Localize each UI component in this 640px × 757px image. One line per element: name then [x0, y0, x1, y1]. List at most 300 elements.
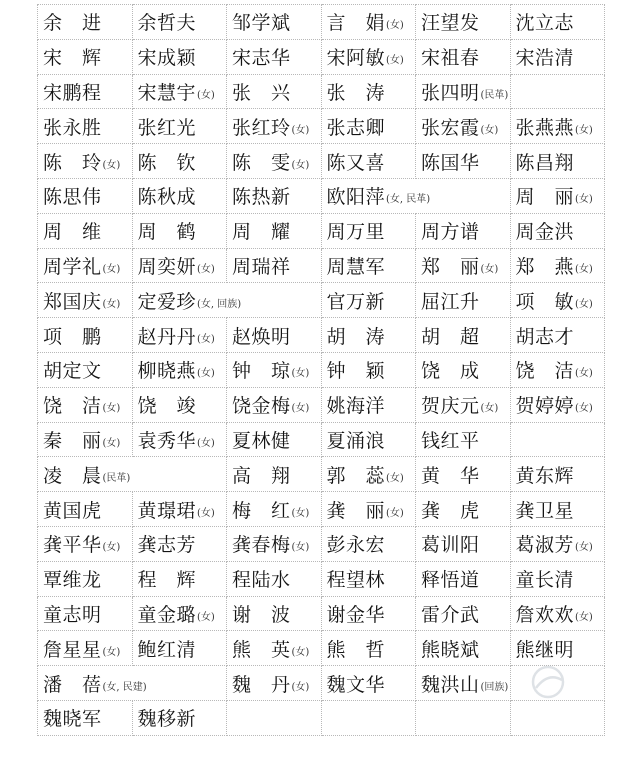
person-note: (女) — [102, 263, 121, 275]
name-cell — [38, 596, 133, 631]
person-name: 言 娟 — [326, 12, 386, 35]
name-cell — [132, 492, 227, 527]
name-cell — [321, 457, 416, 492]
name-cell — [227, 178, 322, 213]
name-cell — [38, 109, 133, 144]
name-cell — [416, 74, 511, 109]
name-cell — [510, 213, 605, 248]
name-cell — [416, 144, 511, 179]
name-cell — [416, 318, 511, 353]
person-name: 魏移新 — [137, 708, 197, 731]
person-name: 谢 波 — [232, 603, 291, 626]
person-name: 梅 红 — [232, 499, 291, 522]
name-cell — [132, 387, 227, 422]
person-name: 张永胜 — [43, 116, 102, 139]
person-name: 葛训阳 — [421, 534, 480, 557]
person-note: (女) — [575, 298, 593, 310]
person-name: 宋鹏程 — [43, 81, 102, 104]
name-cell — [416, 700, 511, 735]
person-name: 周金洪 — [515, 221, 575, 244]
person-name: 詹欢欢 — [515, 603, 575, 626]
person-note: (女) — [291, 403, 310, 415]
person-name: 陈秋成 — [137, 186, 197, 209]
person-note: (女) — [291, 124, 310, 136]
person-name: 宋慧宇 — [137, 81, 197, 104]
person-name: 夏林健 — [232, 429, 291, 452]
person-name: 饶 成 — [421, 360, 480, 383]
name-cell — [132, 318, 227, 353]
name-cell — [227, 5, 322, 40]
person-name: 邹学斌 — [232, 12, 291, 35]
person-note: (女) — [480, 263, 499, 275]
table-row — [38, 109, 605, 144]
table-row — [38, 631, 605, 666]
person-note: (女) — [575, 194, 593, 206]
person-name: 周学礼 — [43, 255, 102, 278]
name-cell — [321, 213, 416, 248]
name-cell — [38, 387, 133, 422]
person-name: 黄东辉 — [515, 464, 575, 487]
name-cell — [321, 318, 416, 353]
table-row — [38, 74, 605, 109]
name-cell — [132, 248, 227, 283]
person-name: 胡 超 — [421, 325, 480, 348]
person-name: 张燕燕 — [515, 116, 575, 139]
name-cell — [38, 561, 133, 596]
person-name: 郭 蕊 — [326, 464, 386, 487]
name-cell — [132, 39, 227, 74]
name-cell — [227, 352, 322, 387]
person-name: 程望林 — [326, 569, 386, 592]
table-row — [38, 492, 605, 527]
person-note: (女) — [197, 437, 215, 449]
person-note: (女) — [386, 507, 404, 519]
name-cell — [227, 457, 322, 492]
name-cell — [510, 422, 605, 457]
person-name: 陈 雯 — [232, 151, 291, 174]
table-row — [38, 5, 605, 40]
name-cell — [132, 700, 227, 735]
name-cell — [510, 283, 605, 318]
person-name: 陈又喜 — [326, 151, 386, 174]
name-cell — [416, 526, 511, 561]
name-cell — [132, 561, 227, 596]
name-cell — [510, 387, 605, 422]
name-cell — [416, 248, 511, 283]
person-name: 熊晓斌 — [421, 638, 480, 661]
person-note: (女) — [291, 507, 310, 519]
name-cell — [227, 700, 322, 735]
person-name: 魏洪山 — [421, 673, 480, 696]
person-name: 魏晓军 — [43, 708, 102, 731]
person-name: 龚 虎 — [421, 499, 480, 522]
person-name: 雷介武 — [421, 603, 480, 626]
name-list-table — [37, 4, 605, 736]
person-name: 胡定文 — [43, 360, 102, 383]
name-cell — [38, 213, 133, 248]
person-note: (民革) — [480, 89, 509, 101]
person-name: 周瑞祥 — [232, 255, 291, 278]
name-cell — [416, 422, 511, 457]
person-name: 龚志芳 — [137, 534, 197, 557]
name-cell — [321, 492, 416, 527]
person-name: 沈立志 — [515, 12, 575, 35]
person-name: 胡志才 — [515, 325, 575, 348]
name-cell — [510, 596, 605, 631]
person-name: 鲍红清 — [137, 638, 197, 661]
person-name: 童志明 — [43, 603, 102, 626]
person-note: (女) — [102, 437, 121, 449]
person-name: 欧阳萍 — [326, 186, 386, 209]
name-cell — [510, 74, 605, 109]
name-cell — [321, 144, 416, 179]
name-cell — [132, 596, 227, 631]
person-name: 钱红平 — [421, 429, 480, 452]
name-cell — [38, 526, 133, 561]
name-cell — [227, 492, 322, 527]
person-note: (女) — [197, 263, 215, 275]
table-row — [38, 283, 605, 318]
name-cell — [510, 700, 605, 735]
name-cell — [416, 561, 511, 596]
name-cell — [416, 109, 511, 144]
name-cell — [132, 526, 227, 561]
person-name: 陈热新 — [232, 186, 291, 209]
name-cell — [321, 74, 416, 109]
person-name: 龚春梅 — [232, 534, 291, 557]
name-list-body — [38, 5, 605, 736]
person-name: 童金璐 — [137, 603, 197, 626]
name-cell — [510, 526, 605, 561]
person-name: 张宏霞 — [421, 116, 480, 139]
name-cell — [416, 5, 511, 40]
person-name: 项 鹏 — [43, 325, 102, 348]
name-cell — [38, 422, 133, 457]
table-row — [38, 387, 605, 422]
name-cell — [510, 5, 605, 40]
person-name: 张 涛 — [326, 81, 386, 104]
person-name: 张志卿 — [326, 116, 386, 139]
name-cell — [510, 318, 605, 353]
person-name: 周 鹤 — [137, 221, 197, 244]
person-name: 熊 哲 — [326, 638, 386, 661]
person-name: 周奕妍 — [137, 255, 197, 278]
person-note: (女) — [102, 542, 121, 554]
person-name: 官万新 — [326, 290, 386, 313]
table-row — [38, 561, 605, 596]
name-cell — [132, 178, 227, 213]
person-name: 覃维龙 — [43, 569, 102, 592]
person-note: (民革) — [102, 472, 131, 484]
name-cell — [416, 213, 511, 248]
person-name: 项 敏 — [515, 290, 575, 313]
person-name: 龚平华 — [43, 534, 102, 557]
name-cell — [38, 318, 133, 353]
name-cell — [227, 318, 322, 353]
name-cell — [227, 39, 322, 74]
person-name: 周 耀 — [232, 221, 291, 244]
person-note: (女) — [102, 646, 121, 658]
name-cell — [227, 213, 322, 248]
person-name: 陈思伟 — [43, 186, 102, 209]
person-note: (女) — [480, 124, 499, 136]
name-cell — [227, 422, 322, 457]
person-name: 黄璟珺 — [137, 499, 197, 522]
person-name: 定爱珍 — [137, 290, 197, 313]
person-name: 魏文华 — [326, 673, 386, 696]
person-name: 赵丹丹 — [137, 325, 197, 348]
name-cell — [416, 283, 511, 318]
table-row — [38, 318, 605, 353]
person-note: (女, 民建) — [102, 681, 147, 693]
person-name: 程 辉 — [137, 569, 197, 592]
person-name: 胡 涛 — [326, 325, 386, 348]
name-cell — [510, 178, 605, 213]
person-name: 高 翔 — [232, 464, 291, 487]
name-cell — [510, 352, 605, 387]
person-name: 饶金梅 — [232, 395, 291, 418]
name-cell — [132, 144, 227, 179]
name-cell — [38, 631, 133, 666]
person-note: (女) — [102, 159, 121, 171]
person-name: 宋 辉 — [43, 47, 102, 70]
person-name: 周 维 — [43, 221, 102, 244]
name-cell — [227, 631, 322, 666]
name-cell — [510, 666, 605, 701]
person-name: 赵焕明 — [232, 325, 291, 348]
name-cell — [227, 666, 322, 701]
name-cell — [416, 596, 511, 631]
name-cell — [510, 248, 605, 283]
name-cell — [227, 387, 322, 422]
person-note: (女) — [102, 403, 121, 415]
table-row — [38, 422, 605, 457]
person-name: 潘 蓓 — [43, 673, 102, 696]
name-cell — [321, 387, 416, 422]
person-note: (女) — [291, 646, 310, 658]
person-name: 张四明 — [421, 81, 480, 104]
table-row — [38, 352, 605, 387]
name-cell — [132, 631, 227, 666]
table-row — [38, 526, 605, 561]
person-name: 龚 丽 — [326, 499, 386, 522]
name-cell — [510, 561, 605, 596]
person-note: (女) — [386, 472, 404, 484]
table-row — [38, 39, 605, 74]
table-row — [38, 213, 605, 248]
person-name: 陈 玲 — [43, 151, 102, 174]
person-name: 余 进 — [43, 12, 102, 35]
name-cell — [416, 666, 511, 701]
person-name: 姚海洋 — [326, 395, 386, 418]
person-name: 魏 丹 — [232, 673, 291, 696]
person-name: 秦 丽 — [43, 429, 102, 452]
person-name: 熊 英 — [232, 638, 291, 661]
person-name: 陈昌翔 — [515, 151, 575, 174]
name-cell — [321, 666, 416, 701]
name-cell — [38, 457, 227, 492]
name-cell — [132, 283, 321, 318]
person-name: 张红光 — [137, 116, 197, 139]
person-name: 周 丽 — [515, 186, 575, 209]
table-row — [38, 248, 605, 283]
person-name: 郑国庆 — [43, 290, 102, 313]
name-cell — [132, 5, 227, 40]
name-cell — [321, 561, 416, 596]
person-note: (女, 民革) — [386, 194, 431, 206]
name-cell — [321, 631, 416, 666]
person-name: 陈 钦 — [137, 151, 197, 174]
name-cell — [132, 422, 227, 457]
person-name: 屈江升 — [421, 290, 480, 313]
person-name: 凌 晨 — [43, 464, 102, 487]
name-cell — [416, 457, 511, 492]
name-cell — [38, 352, 133, 387]
person-name: 夏涌浪 — [326, 429, 386, 452]
person-name: 黄 华 — [421, 464, 480, 487]
person-note: (女) — [386, 20, 404, 32]
name-cell — [132, 109, 227, 144]
document-page — [37, 4, 604, 756]
person-name: 谢金华 — [326, 603, 386, 626]
person-name: 贺婷婷 — [515, 395, 575, 418]
person-name: 黄国虎 — [43, 499, 102, 522]
name-cell — [38, 178, 133, 213]
person-note: (女) — [575, 403, 593, 415]
name-cell — [38, 5, 133, 40]
person-note: (女) — [291, 159, 310, 171]
person-name: 饶 洁 — [43, 395, 102, 418]
person-note: (女) — [575, 124, 593, 136]
person-name: 周万里 — [326, 221, 386, 244]
person-name: 周慧军 — [326, 255, 386, 278]
name-cell — [321, 5, 416, 40]
table-row — [38, 596, 605, 631]
name-cell — [416, 39, 511, 74]
name-cell — [321, 248, 416, 283]
name-cell — [38, 248, 133, 283]
person-note: (回族) — [480, 681, 509, 693]
name-cell — [510, 109, 605, 144]
person-name: 贺庆元 — [421, 395, 480, 418]
name-cell — [321, 178, 510, 213]
person-name: 葛淑芳 — [515, 534, 575, 557]
person-note: (女, 回族) — [197, 298, 242, 310]
person-note: (女) — [291, 681, 310, 693]
person-name: 饶 竣 — [137, 395, 197, 418]
person-note: (女) — [575, 368, 593, 380]
table-row — [38, 144, 605, 179]
table-row — [38, 700, 605, 735]
name-cell — [416, 492, 511, 527]
person-name: 宋阿敏 — [326, 47, 386, 70]
person-name: 宋祖春 — [421, 47, 480, 70]
name-cell — [416, 631, 511, 666]
name-cell — [38, 700, 133, 735]
person-note: (女) — [197, 333, 215, 345]
person-note: (女) — [480, 403, 499, 415]
person-name: 钟 琼 — [232, 360, 291, 383]
name-cell — [227, 74, 322, 109]
name-cell — [321, 352, 416, 387]
name-cell — [38, 144, 133, 179]
person-name: 周方谱 — [421, 221, 480, 244]
person-note: (女) — [197, 368, 215, 380]
person-name: 柳晓燕 — [137, 360, 197, 383]
name-cell — [227, 109, 322, 144]
person-note: (女) — [575, 611, 593, 623]
person-note: (女) — [291, 542, 310, 554]
name-cell — [227, 248, 322, 283]
name-cell — [510, 39, 605, 74]
person-name: 程陆水 — [232, 569, 291, 592]
person-note: (女) — [575, 263, 593, 275]
person-note: (女) — [102, 298, 121, 310]
person-name: 袁秀华 — [137, 429, 197, 452]
person-name: 余哲夫 — [137, 12, 197, 35]
person-name: 宋志华 — [232, 47, 291, 70]
name-cell — [38, 492, 133, 527]
name-cell — [321, 39, 416, 74]
person-name: 饶 洁 — [515, 360, 575, 383]
name-cell — [321, 422, 416, 457]
name-cell — [510, 457, 605, 492]
name-cell — [510, 631, 605, 666]
name-cell — [510, 492, 605, 527]
name-cell — [416, 387, 511, 422]
name-cell — [227, 561, 322, 596]
person-note: (女) — [386, 55, 404, 67]
name-cell — [132, 74, 227, 109]
name-cell — [227, 526, 322, 561]
table-row — [38, 457, 605, 492]
person-note: (女) — [197, 611, 215, 623]
person-note: (女) — [575, 542, 593, 554]
person-note: (女) — [197, 89, 215, 101]
name-cell — [321, 109, 416, 144]
person-name: 张红玲 — [232, 116, 291, 139]
name-cell — [321, 700, 416, 735]
person-name: 释悟道 — [421, 569, 480, 592]
person-note: (女) — [197, 507, 215, 519]
person-name: 童长清 — [515, 569, 575, 592]
person-name: 郑 丽 — [421, 255, 480, 278]
person-name: 龚卫星 — [515, 499, 575, 522]
name-cell — [510, 144, 605, 179]
name-cell — [132, 213, 227, 248]
name-cell — [227, 144, 322, 179]
person-name: 詹星星 — [43, 638, 102, 661]
person-name: 钟 颖 — [326, 360, 386, 383]
name-cell — [321, 526, 416, 561]
person-name: 宋浩清 — [515, 47, 575, 70]
person-name: 郑 燕 — [515, 255, 575, 278]
name-cell — [132, 352, 227, 387]
person-name: 陈国华 — [421, 151, 480, 174]
person-name: 宋成颖 — [137, 47, 197, 70]
name-cell — [416, 352, 511, 387]
table-row — [38, 178, 605, 213]
name-cell — [321, 596, 416, 631]
person-name: 熊继明 — [515, 638, 575, 661]
person-note: (女) — [291, 368, 310, 380]
person-name: 张 兴 — [232, 81, 291, 104]
person-name: 汪望发 — [421, 12, 480, 35]
name-cell — [321, 283, 416, 318]
name-cell — [38, 39, 133, 74]
person-name: 彭永宏 — [326, 534, 386, 557]
table-row — [38, 666, 605, 701]
